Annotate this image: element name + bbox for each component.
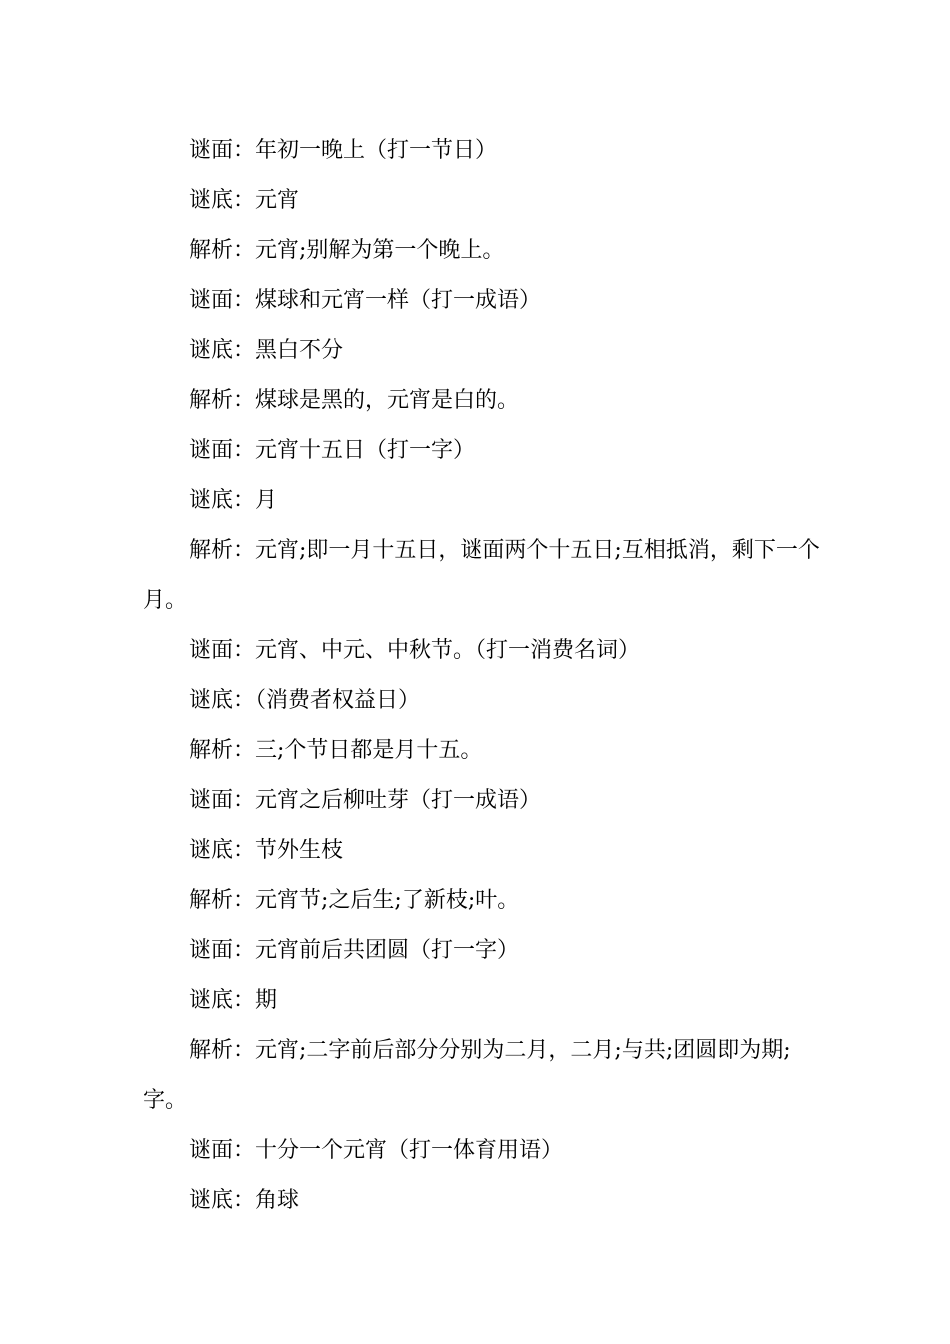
riddle-4-answer: 谜底：（消费者权益日） (189, 688, 421, 713)
riddle-2-explanation: 解析：煤球是黑的，元宵是白的。 (189, 388, 520, 413)
riddle-6-explanation: 解析：元宵;二字前后部分分别为二月，二月;与共;团圆即为期;字。 (143, 1038, 791, 1113)
riddle-1-explanation: 解析：元宵;别解为第一个晚上。 (189, 238, 505, 263)
riddle-1-question: 谜面：年初一晚上（打一节日） (189, 138, 498, 163)
riddle-7-question: 谜面：十分一个元宵（打一体育用语） (189, 1138, 564, 1163)
riddle-2-answer: 谜底：黑白不分 (189, 338, 344, 363)
riddle-7-answer: 谜底：角球 (189, 1188, 300, 1213)
riddle-3-answer: 谜底：月 (189, 488, 278, 513)
riddle-4-explanation: 解析：三;个节日都是月十五。 (189, 738, 483, 763)
riddle-3-explanation: 解析：元宵;即一月十五日，谜面两个十五日;互相抵消，剩下一个月。 (143, 538, 820, 613)
riddle-6-question: 谜面：元宵前后共团圆（打一字） (189, 938, 520, 963)
riddle-1-answer: 谜底：元宵 (189, 188, 300, 213)
riddle-3-question: 谜面：元宵十五日（打一字） (189, 438, 476, 463)
riddle-5-answer: 谜底：节外生枝 (189, 838, 344, 863)
riddle-2-question: 谜面：煤球和元宵一样（打一成语） (189, 288, 542, 313)
riddle-5-explanation: 解析：元宵节;之后生;了新枝;叶。 (189, 888, 520, 913)
riddle-5-question: 谜面：元宵之后柳吐芽（打一成语） (189, 788, 542, 813)
riddle-4-question: 谜面：元宵、中元、中秋节。（打一消费名词） (189, 638, 641, 663)
riddle-6-answer: 谜底：期 (189, 988, 278, 1013)
